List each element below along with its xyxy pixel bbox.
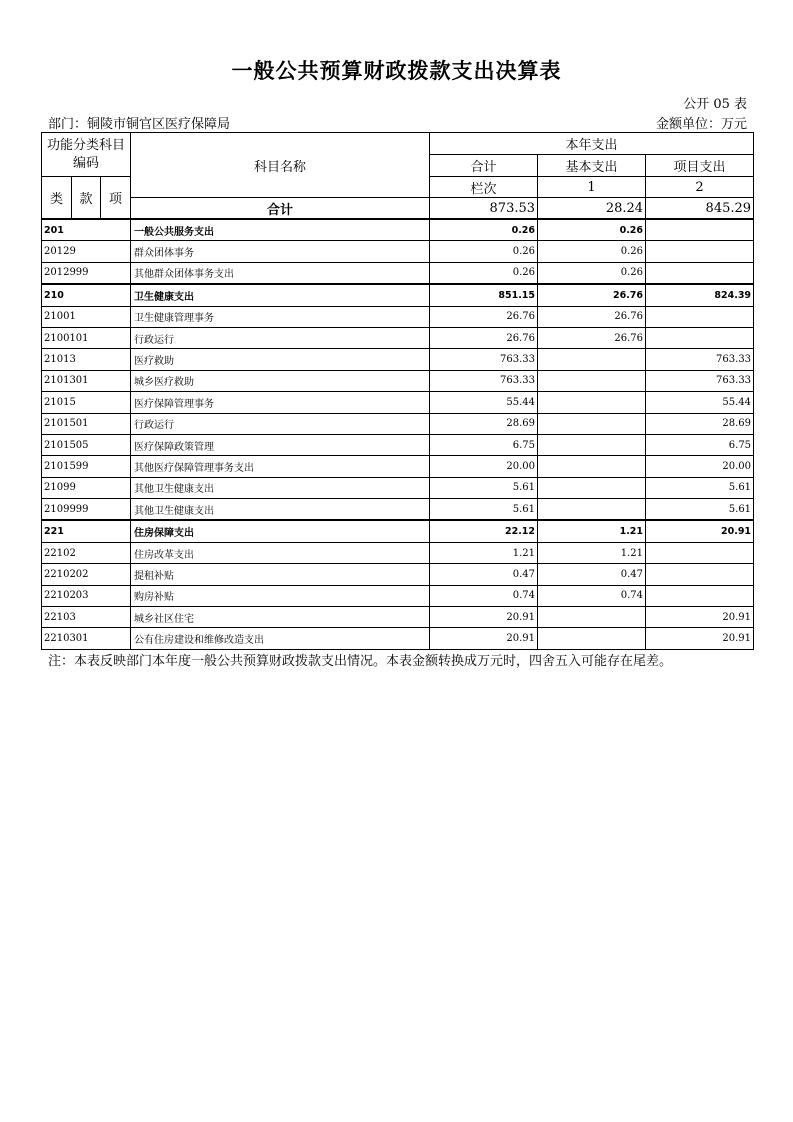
table-row	[42, 219, 754, 241]
row-basic: 0.26	[538, 219, 646, 241]
row-code: 221	[42, 520, 131, 542]
row-basic: 26.76	[538, 306, 646, 327]
row-subject-name: 群众团体事务	[131, 241, 430, 262]
header-total: 合计	[430, 155, 538, 177]
row-code: 21013	[42, 349, 131, 370]
header-lei: 类	[42, 177, 72, 220]
row-code: 2012999	[42, 262, 131, 284]
row-code: 2101505	[42, 434, 131, 455]
row-total: 20.91	[430, 607, 538, 628]
department-label: 部门：铜陵市铜官区医疗保障局	[48, 117, 231, 132]
row-code: 2101501	[42, 413, 131, 434]
expenditure-table	[41, 132, 754, 650]
row-project: 20.91	[646, 628, 754, 649]
row-project: 763.33	[646, 370, 754, 391]
table-row	[42, 306, 754, 327]
table-row	[42, 434, 754, 455]
row-total: 763.33	[430, 349, 538, 370]
row-project	[646, 585, 754, 606]
row-code: 2101301	[42, 370, 131, 391]
row-subject-name: 行政运行	[131, 327, 430, 348]
row-basic: 0.74	[538, 585, 646, 606]
row-project	[646, 542, 754, 563]
row-total: 5.61	[430, 477, 538, 498]
header-func-code: 功能分类科目编码	[42, 133, 131, 177]
row-code: 21001	[42, 306, 131, 327]
row-basic: 1.21	[538, 520, 646, 542]
row-project: 28.69	[646, 413, 754, 434]
total-row-total: 873.53	[430, 198, 538, 220]
header-lanci: 栏次	[430, 177, 538, 198]
row-basic: 26.76	[538, 284, 646, 306]
row-code: 201	[42, 219, 131, 241]
row-subject-name: 城乡医疗救助	[131, 370, 430, 391]
table-row	[42, 284, 754, 306]
row-project	[646, 241, 754, 262]
row-basic	[538, 607, 646, 628]
table-row	[42, 241, 754, 262]
header-this-year: 本年支出	[430, 133, 754, 155]
row-code: 21015	[42, 392, 131, 413]
total-row-label: 合计	[131, 198, 430, 220]
row-code: 22103	[42, 607, 131, 628]
row-subject-name: 城乡社区住宅	[131, 607, 430, 628]
page-title: 一般公共预算财政拨款支出决算表	[231, 58, 562, 83]
row-subject-name: 提租补贴	[131, 564, 430, 585]
row-total: 0.26	[430, 262, 538, 284]
row-code: 210	[42, 284, 131, 306]
row-basic: 0.47	[538, 564, 646, 585]
row-total: 5.61	[430, 499, 538, 521]
row-project: 5.61	[646, 499, 754, 521]
row-code: 2210202	[42, 564, 131, 585]
row-subject-name: 住房保障支出	[131, 520, 430, 542]
table-row	[42, 628, 754, 649]
row-project: 20.91	[646, 520, 754, 542]
row-project: 6.75	[646, 434, 754, 455]
row-basic	[538, 370, 646, 391]
row-basic: 0.26	[538, 241, 646, 262]
row-total: 763.33	[430, 370, 538, 391]
table-row	[42, 327, 754, 348]
table-row	[42, 392, 754, 413]
form-number: 公开 05 表	[683, 97, 747, 112]
row-total: 22.12	[430, 520, 538, 542]
table-row	[42, 607, 754, 628]
row-basic	[538, 434, 646, 455]
row-project: 55.44	[646, 392, 754, 413]
row-subject-name: 医疗救助	[131, 349, 430, 370]
row-code: 2210301	[42, 628, 131, 649]
row-subject-name: 其他卫生健康支出	[131, 477, 430, 498]
row-project	[646, 306, 754, 327]
row-basic	[538, 413, 646, 434]
row-basic: 0.26	[538, 262, 646, 284]
row-code: 20129	[42, 241, 131, 262]
table-row	[42, 262, 754, 284]
table-row	[42, 456, 754, 477]
row-total: 851.15	[430, 284, 538, 306]
row-code: 2210203	[42, 585, 131, 606]
row-basic	[538, 628, 646, 649]
row-project	[646, 564, 754, 585]
row-basic	[538, 456, 646, 477]
row-total: 20.91	[430, 628, 538, 649]
total-row-project: 845.29	[646, 198, 754, 220]
row-total: 20.00	[430, 456, 538, 477]
row-project: 20.00	[646, 456, 754, 477]
footnote: 注：本表反映部门本年度一般公共预算财政拨款支出情况。本表金额转换成万元时，四舍五入可能存在尾差。	[48, 654, 673, 669]
table-row	[42, 477, 754, 498]
row-project	[646, 262, 754, 284]
row-total: 0.47	[430, 564, 538, 585]
row-subject-name: 行政运行	[131, 413, 430, 434]
row-subject-name: 住房改革支出	[131, 542, 430, 563]
row-total: 1.21	[430, 542, 538, 563]
row-project: 20.91	[646, 607, 754, 628]
row-basic	[538, 392, 646, 413]
table-row	[42, 370, 754, 391]
row-code: 2101599	[42, 456, 131, 477]
row-project: 5.61	[646, 477, 754, 498]
row-project	[646, 327, 754, 348]
row-subject-name: 其他群众团体事务支出	[131, 262, 430, 284]
table-row	[42, 499, 754, 521]
row-subject-name: 购房补贴	[131, 585, 430, 606]
row-subject-name: 医疗保障管理事务	[131, 392, 430, 413]
header-xiang: 项	[101, 177, 131, 220]
row-total: 0.74	[430, 585, 538, 606]
row-project	[646, 219, 754, 241]
row-subject-name: 卫生健康支出	[131, 284, 430, 306]
row-total: 26.76	[430, 327, 538, 348]
row-total: 6.75	[430, 434, 538, 455]
table-row	[42, 520, 754, 542]
header-project: 项目支出	[646, 155, 754, 177]
row-total: 0.26	[430, 219, 538, 241]
row-subject-name: 卫生健康管理事务	[131, 306, 430, 327]
row-basic: 1.21	[538, 542, 646, 563]
header-col1: 1	[538, 177, 646, 198]
row-total: 55.44	[430, 392, 538, 413]
header-subject-name: 科目名称	[131, 133, 430, 198]
row-basic: 26.76	[538, 327, 646, 348]
row-subject-name: 一般公共服务支出	[131, 219, 430, 241]
row-code: 22102	[42, 542, 131, 563]
row-project: 824.39	[646, 284, 754, 306]
row-subject-name: 其他医疗保障管理事务支出	[131, 456, 430, 477]
header-kuan: 款	[72, 177, 101, 220]
table-row	[42, 542, 754, 563]
row-subject-name: 公有住房建设和维修改造支出	[131, 628, 430, 649]
row-basic	[538, 349, 646, 370]
row-subject-name: 其他卫生健康支出	[131, 499, 430, 521]
header-col2: 2	[646, 177, 754, 198]
table-row	[42, 349, 754, 370]
row-code: 2100101	[42, 327, 131, 348]
row-basic	[538, 499, 646, 521]
row-code: 21099	[42, 477, 131, 498]
total-row-basic: 28.24	[538, 198, 646, 220]
row-total: 0.26	[430, 241, 538, 262]
row-code: 2109999	[42, 499, 131, 521]
row-total: 26.76	[430, 306, 538, 327]
table-row	[42, 413, 754, 434]
header-basic: 基本支出	[538, 155, 646, 177]
unit-label: 金额单位：万元	[655, 117, 747, 132]
row-subject-name: 医疗保障政策管理	[131, 434, 430, 455]
row-total: 28.69	[430, 413, 538, 434]
row-basic	[538, 477, 646, 498]
table-row	[42, 564, 754, 585]
row-project: 763.33	[646, 349, 754, 370]
table-row	[42, 585, 754, 606]
